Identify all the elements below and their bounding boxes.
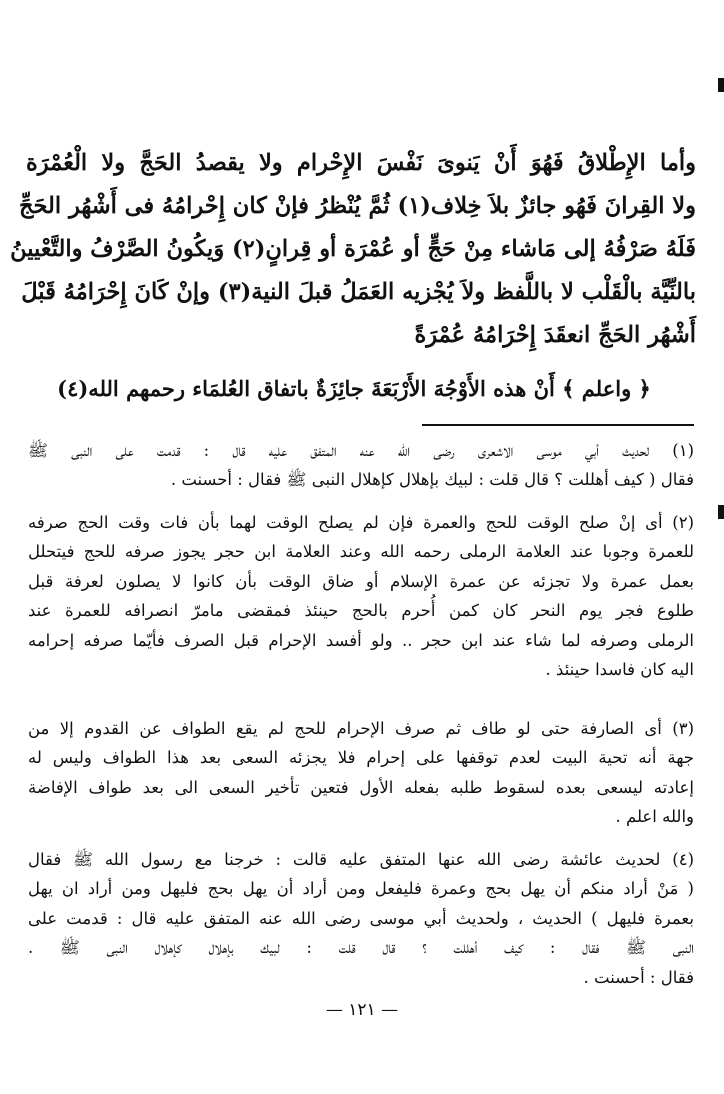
footnote-line: والله اعلم .: [615, 807, 694, 827]
footnote-line: إعادته ليسعى بعده لسقوط طلبه بفعله الأول فتعين تأخير السعى الى بعد طواف الإفاضة: [28, 777, 694, 797]
main-line: أَشْهُر الحَجِّ انعقَدَ إِحْرَامُهُ عُمْرَةً: [414, 322, 696, 348]
footnote-line: للعمرة وجوبا عند العلامة الرملى رحمه الله وعند العلامة ابن حجر يجوز صرفه للحج فيتحلل: [28, 542, 694, 562]
footnote-line: ( مَنْ أراد منكم أن يهل بحج وعمرة فليفعل ومن أراد أن يهل بحج فليهل ومن أراد ان يهل: [28, 879, 694, 899]
footnote-line: فقال ( كيف أهللت ؟ قال قلت : لبيك بإهلال كإهلال النبى ﷺ فقال : أحسنت .: [170, 470, 694, 490]
footnote-divider: [422, 424, 694, 426]
footnote-line: الرملى وصرفه لما شاء عند ابن حجر .. ولو أفسد الإحرام قبل الصرف فأيّما صرفه إحرامه: [28, 630, 694, 650]
footnote-line: جهة أنه تحية البيت لعدم توقفها على إحرام فلا يجزئه السعى بعد هذا الطواف وليس له: [28, 748, 694, 768]
footnote-line: (٣) أى الصارفة حتى لو طاف ثم صرف الإحرام للحج لم يقع الطواف عن القدوم إلا من: [28, 719, 694, 738]
page-edge-mark: [718, 78, 724, 92]
footnote-line: (٤) لحديث عائشة رضى الله عنها المتفق عليه قالت : خرجنا مع رسول الله ﷺ فقال: [28, 850, 694, 869]
main-line: فَلَهُ صَرْفُهُ إلى مَاشاء مِنْ حَجٍّ أو عُمْرَة أو قِرانٍ(٢) وَيكُونُ الصَّرْفُ والتَّعْيينُ: [10, 236, 696, 262]
footnote-3: [28, 714, 694, 832]
footnote-4: [28, 845, 694, 992]
footnote-line: (٢) أى إنْ صلح الوقت للحج والعمرة فإن لم يصلح الوقت لهما بأن فات وقت الحج صرفه: [28, 513, 694, 532]
page-number: — ١٢١ —: [325, 1000, 399, 1020]
footnote-line: بعمل عمرة ولا تجزئه عن عمرة الإسلام أو ضاق الوقت بأن كانوا لا يصلون لعرفة قبل: [28, 571, 694, 591]
main-line: وأما الإِطْلاقُ فَهُوَ أَنْ يَنوىَ نَفْسَ الإِحْرام ولا يقصدُ الحَجَّ ولا الْعُمْرَة: [26, 150, 696, 176]
main-line: بالنِّيَّة بالْقَلْب لا باللَّفظ ولاَ يُجْزيه العَمَلُ قبلَ النية(٣) وإنْ كَانَ إِحْرَامُهُ قَبْلَ: [21, 279, 696, 305]
footnote-line: بعمرة فليهل ) الحديث ، ولحديث أبي موسى رضى الله عنه المتفق عليه قال : قدمت على: [28, 908, 694, 928]
footnote-1: [28, 436, 694, 495]
section-heading: ﴿ واعلم ﴾ أَنْ هذه الأَوْجُهَ الأَرْبَعَةَ جائِزَةٌ باتفاق العُلمَاء رحمهم الله(٤): [57, 376, 651, 401]
footnote-line: فقال : أحسنت .: [583, 967, 694, 987]
main-line: ولا القِرانَ فَهُو جائزٌ بلاَ خِلاف(١) ثُمَّ يُنْظرُ فإنْ كان إِحْرامُهُ فى أَشْهُر الحَجِّ: [18, 193, 696, 219]
footnote-line: طلوع فجر يوم النحر كان كمن أُحرم بالحج حينئذ فمقضى مامرّ انصرافه للعمرة عند: [28, 601, 694, 621]
footnote-line: (١) لحديث أبي موسى الاشعرى رضى الله عنه المتفق عليه قال : قدمت على النبى ﷺ: [28, 441, 694, 460]
main-paragraph: [10, 142, 696, 357]
footnote-2: [28, 508, 694, 684]
page-edge-mark: [718, 505, 724, 519]
footnote-line: اليه كان فاسدا حينئذ .: [545, 660, 694, 680]
footnote-line: النبى ﷺ فقال : كيف أهللت ؟ قال قلت : لبيك بإهلال كإهلال النبى ﷺ .: [28, 938, 694, 958]
